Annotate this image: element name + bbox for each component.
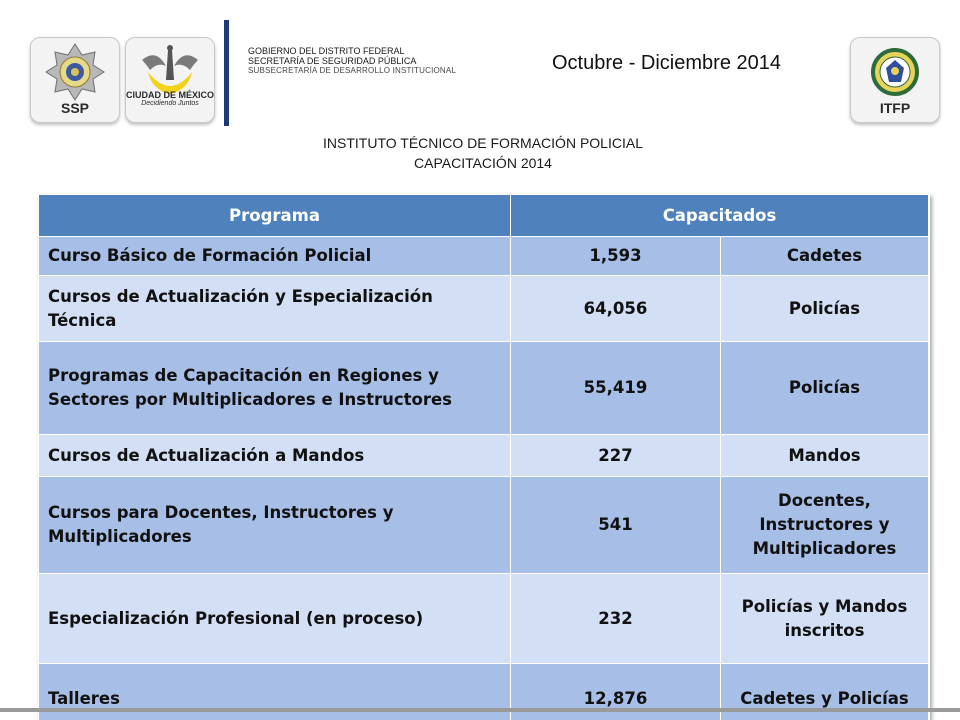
program-cell: Programas de Capacitación en Regiones y Sectores por Multiplicadores e Instructores [39, 342, 511, 435]
ssp-logo [30, 37, 120, 123]
cdmx-logo [125, 37, 215, 123]
unit-cell: Docentes, Instructores y Multiplicadores [721, 477, 929, 574]
subsecretariat-line: SUBSECRETARÍA DE DESARROLLO INSTITUCIONAL [248, 66, 457, 75]
table-row [39, 342, 929, 435]
count-cell: 541 [511, 477, 721, 574]
count-cell: 64,056 [511, 276, 721, 342]
angel-emblem-icon [126, 38, 214, 122]
unit-cell: Mandos [721, 435, 929, 477]
secretariat-line: SECRETARÍA DE SEGURIDAD PÚBLICA [248, 56, 417, 66]
unit-cell: Policías y Mandos inscritos [721, 574, 929, 664]
program-cell: Talleres [39, 664, 511, 720]
period-label: Octubre - Diciembre 2014 [552, 52, 781, 74]
table-row [39, 477, 929, 574]
program-cell: Cursos de Actualización y Especialización Técnica [39, 276, 511, 342]
ssp-logo-label: SSP [60, 100, 89, 116]
unit-cell: Cadetes [721, 237, 929, 276]
government-heading [248, 46, 456, 76]
table-row [39, 237, 929, 276]
program-cell: Especialización Profesional (en proceso) [39, 574, 511, 664]
program-cell: Cursos de Actualización a Mandos [39, 435, 511, 477]
itfp-logo [850, 37, 940, 123]
trained-column-header: Capacitados [511, 195, 929, 237]
program-cell: Cursos para Docentes, Instructores y Multiplicadores [39, 477, 511, 574]
count-cell: 227 [511, 435, 721, 477]
table-row [39, 574, 929, 664]
count-cell: 55,419 [511, 342, 721, 435]
unit-cell: Policías [721, 276, 929, 342]
table-row [39, 276, 929, 342]
count-cell: 12,876 [511, 664, 721, 720]
unit-cell: Cadetes y Policías [721, 664, 929, 720]
cdmx-logo-label: CIUDAD DE MÉXICO Decidiendo Juntos [126, 90, 215, 107]
footer-rule [0, 708, 960, 712]
unit-cell: Policías [721, 342, 929, 435]
institute-name: INSTITUTO TÉCNICO DE FORMACIÓN POLICIAL [323, 135, 643, 151]
table-row [39, 435, 929, 477]
training-table [38, 194, 930, 720]
program-column-header: Programa [39, 195, 511, 237]
count-cell: 1,593 [511, 237, 721, 276]
government-line: GOBIERNO DEL DISTRITO FEDERAL [248, 46, 405, 56]
header-divider [224, 20, 229, 126]
program-cell: Curso Básico de Formación Policial [39, 237, 511, 276]
institute-subtitle: CAPACITACIÓN 2014 [414, 155, 552, 171]
table-header-row [39, 195, 929, 237]
count-cell: 232 [511, 574, 721, 664]
itfp-logo-label: ITFP [879, 100, 911, 116]
